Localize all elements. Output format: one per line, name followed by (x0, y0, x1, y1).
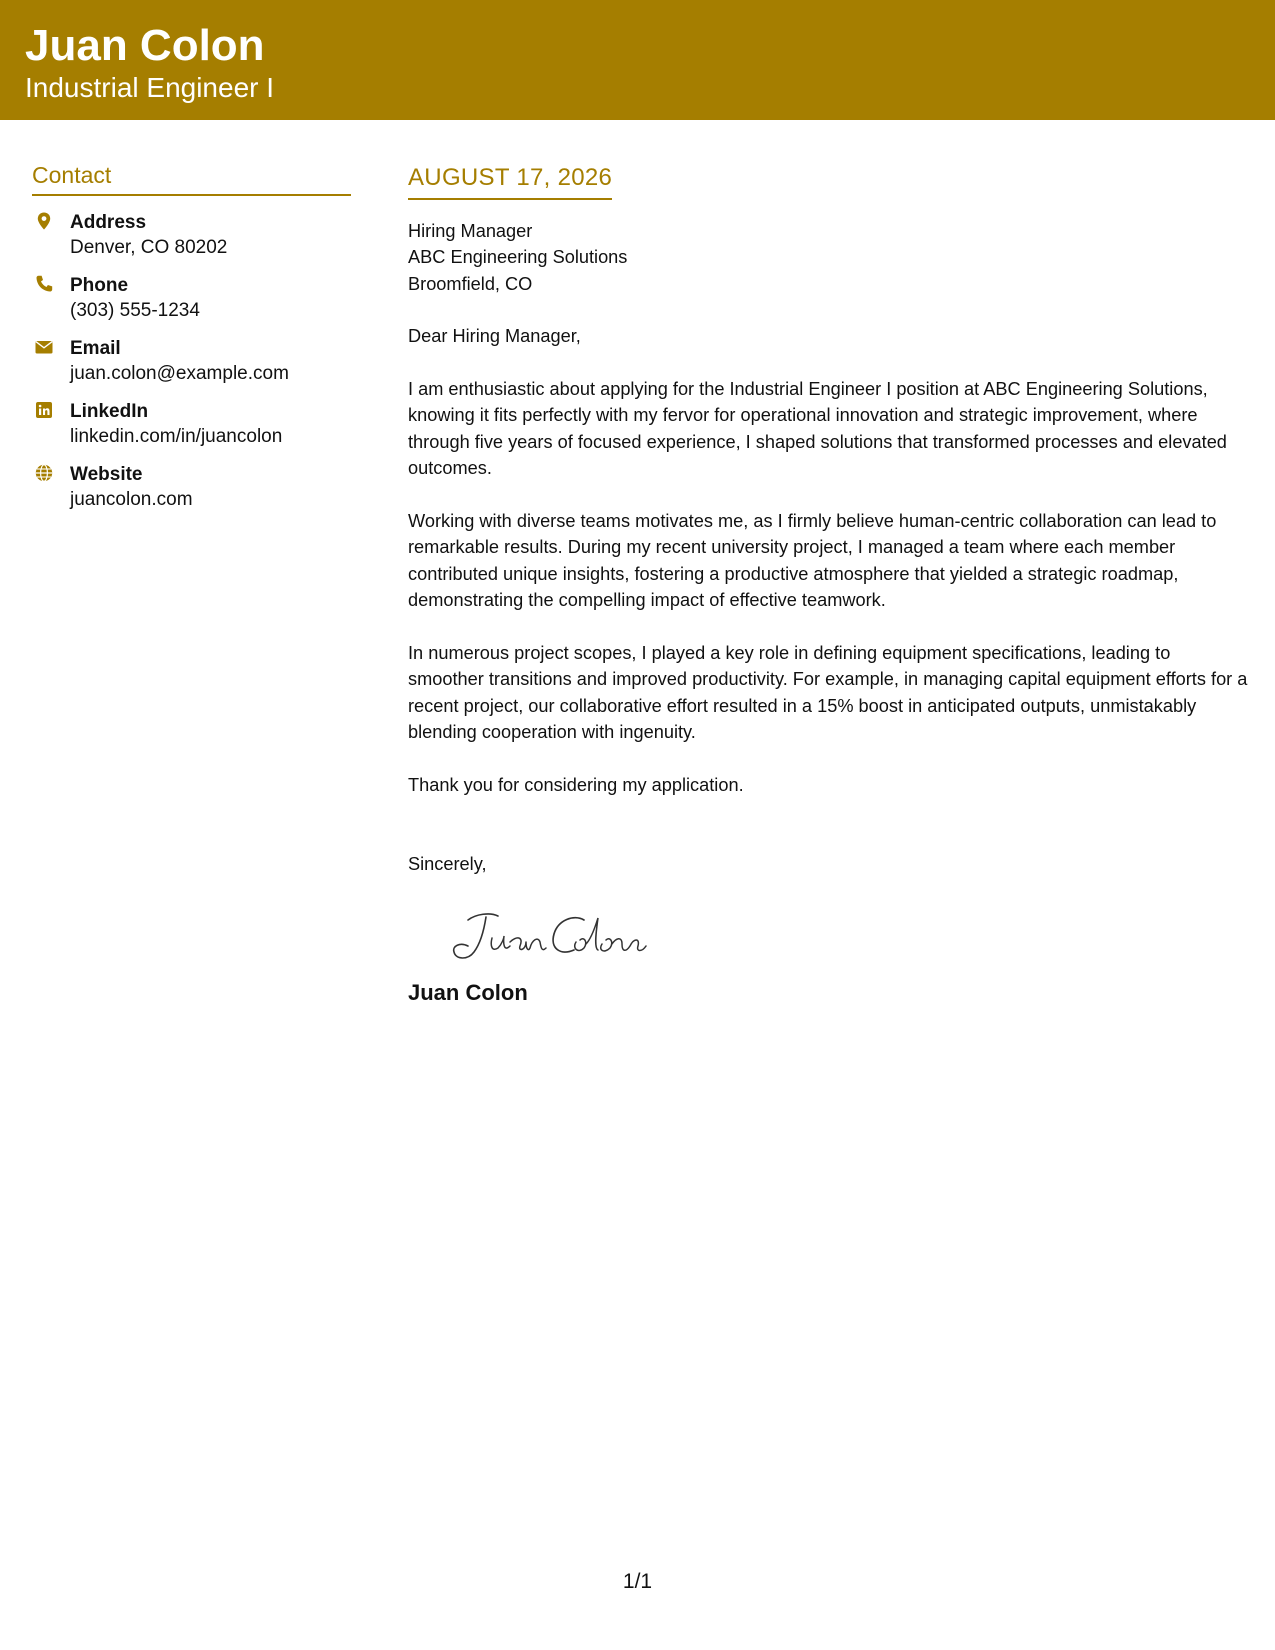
map-pin-icon (34, 211, 54, 231)
body-paragraph: Working with diverse teams motivates me, as I firmly believe human-centric collaboration can lead to remarkable results. During my recent university project, I managed a team where each member contributed unique insights, fostering a productive atmosphere that yielded a strategic roadmap, demonstrating the compelling impact of effective teamwork. (408, 510, 1217, 611)
contact-label-address: Address (70, 211, 147, 233)
letter-body (408, 164, 1250, 1006)
signer-name: Juan Colon (408, 979, 528, 1005)
salutation: Dear Hiring Manager, (408, 326, 581, 347)
contact-value-email[interactable]: juan.colon@example.com (70, 362, 289, 384)
recipient-line: Broomfield, CO (408, 273, 533, 294)
contact-value-linkedin[interactable]: linkedin.com/in/juancolon (70, 425, 283, 447)
body-paragraph: I am enthusiastic about applying for the Industrial Engineer I position at ABC Engineering Solutions, knowing it fits perfectly with my fervor for operational innovation and strategic improvement, where through five years of focused experience, I shaped solutions that transformed processes and elevated outcomes. (408, 378, 1227, 479)
recipient-line: ABC Engineering Solutions (408, 247, 628, 268)
contact-sidebar (32, 162, 351, 525)
applicant-name: Juan Colon (25, 21, 265, 70)
recipient-block (408, 218, 1250, 298)
contact-value-website[interactable]: juancolon.com (70, 488, 193, 510)
contact-value-phone: (303) 555-1234 (70, 299, 200, 321)
contact-item-address (32, 210, 351, 273)
contact-item-website (32, 462, 351, 525)
letter-date: AUGUST 17, 2026 (408, 164, 612, 200)
contact-item-phone (32, 273, 351, 336)
envelope-icon (34, 337, 54, 357)
contact-item-email (32, 336, 351, 399)
globe-icon (34, 463, 54, 483)
phone-icon (34, 274, 54, 294)
contact-value-address: Denver, CO 80202 (70, 236, 228, 258)
contact-label-website: Website (70, 463, 143, 485)
closing-thanks: Thank you for considering my application. (408, 774, 744, 795)
handwritten-signature (446, 908, 1250, 968)
contact-label-email: Email (70, 337, 121, 359)
contact-label-linkedin: LinkedIn (70, 400, 149, 422)
applicant-title: Industrial Engineer I (25, 72, 275, 103)
body-paragraph: In numerous project scopes, I played a key role in defining equipment specifications, leading to smoother transitions and improved productivity. For example, in managing capital equipment efforts for a recent project, our collaborative effort resulted in a 15% boost in anticipated outputs, unmistakably blending cooperation with ingenuity. (408, 642, 1248, 743)
page-number: 1/1 (622, 1570, 653, 1593)
recipient-line: Hiring Manager (408, 220, 533, 241)
signoff: Sincerely, (408, 854, 487, 875)
linkedin-icon (34, 400, 54, 420)
contact-list (32, 210, 351, 525)
contact-section-title: Contact (32, 162, 351, 196)
contact-label-phone: Phone (70, 274, 129, 296)
contact-item-linkedin (32, 399, 351, 462)
header-banner (0, 0, 1275, 120)
